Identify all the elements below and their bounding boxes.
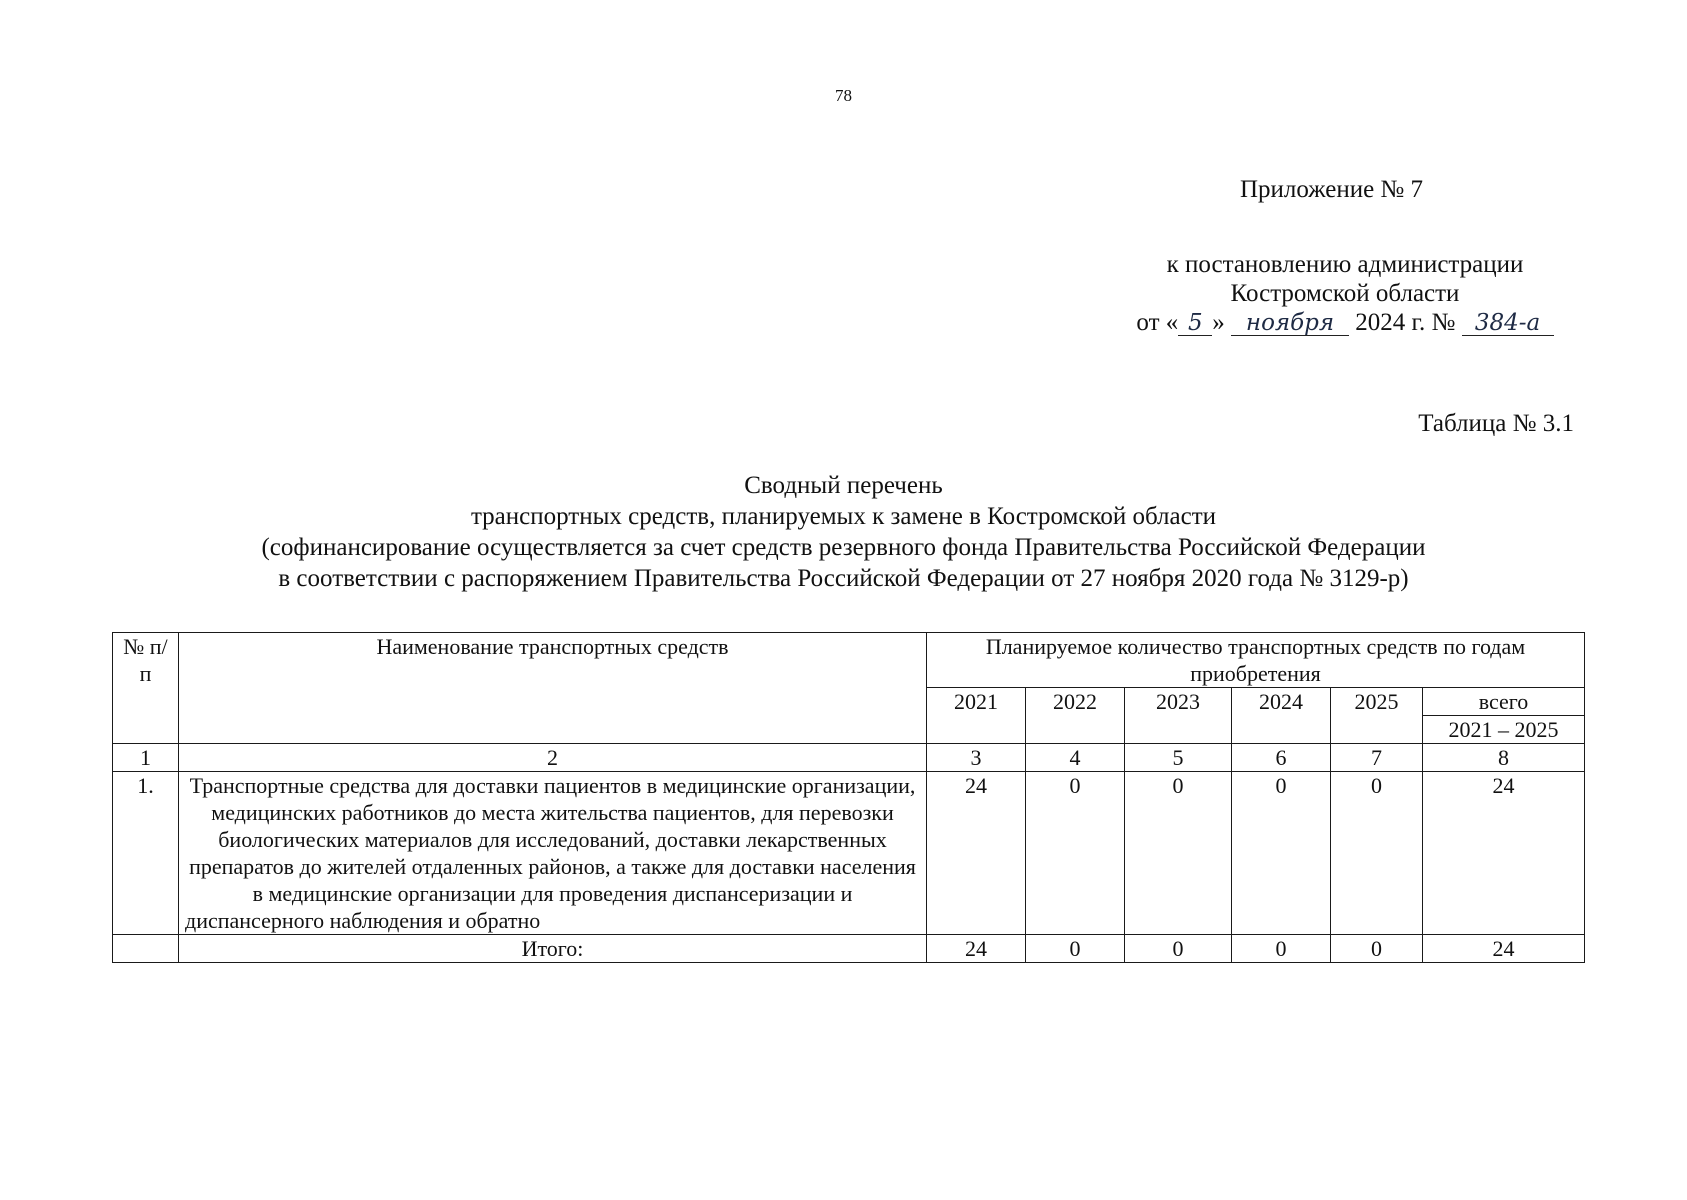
header-year: 2025 [1331,688,1423,744]
date-year: 2024 г. № [1355,309,1456,336]
row-value: 0 [1331,772,1423,935]
total-value: 0 [1026,935,1125,963]
table-row [113,772,1585,935]
header-year: 2021 [927,688,1026,744]
page-number: 78 [835,86,852,105]
column-number: 8 [1423,744,1585,772]
total-value: 0 [1125,935,1232,963]
date-prefix: от « [1136,309,1179,336]
total-value: 0 [1331,935,1423,963]
total-value: 0 [1232,935,1331,963]
basis-line-1: к постановлению администрации [1166,251,1524,278]
total-value: 24 [927,935,1026,963]
handwritten-day: 5 [1178,311,1212,336]
header-year: 2022 [1026,688,1125,744]
row-value: 0 [1026,772,1125,935]
total-num-empty [113,935,179,963]
row-name: Транспортные средства для доставки пациентов в медицинские организации, медицинских работников до места жительства пациентов, для перевозки биологических материалов для исследований, доставки лекарственных препаратов до жителей отдаленных районов, а также для доставки населения в медицинские организации для проведения диспансеризации и диспансерного наблюдения и обратно [179,772,927,935]
row-num: 1. [113,772,179,935]
title-line-3: (софинансирование осуществляется за счет средств резервного фонда Правительства Российской Федерации [261,534,1426,561]
handwritten-doc-number: 384-а [1462,311,1554,336]
column-number: 7 [1331,744,1423,772]
header-name: Наименование транспортных средств [179,633,927,744]
row-value: 0 [1232,772,1331,935]
vehicles-table [112,632,1585,963]
header-num: № п/п [113,633,179,744]
column-number: 4 [1026,744,1125,772]
date-line [1100,308,1590,337]
title-line-4: в соответствии с распоряжением Правительства Российской Федерации от 27 ноября 2020 года № 3129-р) [278,565,1409,592]
column-number: 2 [179,744,927,772]
document-title [0,470,1687,594]
appendix-basis [1100,250,1590,337]
column-number: 3 [927,744,1026,772]
row-value: 0 [1125,772,1232,935]
total-label: Итого: [179,935,927,963]
handwritten-month: ноября [1231,311,1349,336]
table-label: Таблица № 3.1 [1418,410,1574,437]
header-year: 2024 [1232,688,1331,744]
date-mid: » [1212,309,1225,336]
header-total-label: всего [1423,688,1585,716]
title-line-2: транспортных средств, планируемых к замене в Костромской области [470,503,1217,530]
column-number: 5 [1125,744,1232,772]
column-number: 6 [1232,744,1331,772]
total-row [113,935,1585,963]
row-value: 24 [1423,772,1585,935]
column-number: 1 [113,744,179,772]
basis-line-2: Костромской области [1230,280,1460,307]
title-line-1: Сводный перечень [744,472,943,499]
header-year: 2023 [1125,688,1232,744]
total-value: 24 [1423,935,1585,963]
appendix-title: Приложение № 7 [1240,176,1424,203]
header-total-range: 2021 – 2025 [1423,716,1585,744]
header-row-1 [113,633,1585,688]
column-number-row [113,744,1585,772]
row-value: 24 [927,772,1026,935]
header-planned: Планируемое количество транспортных средств по годам приобретения [927,633,1585,688]
